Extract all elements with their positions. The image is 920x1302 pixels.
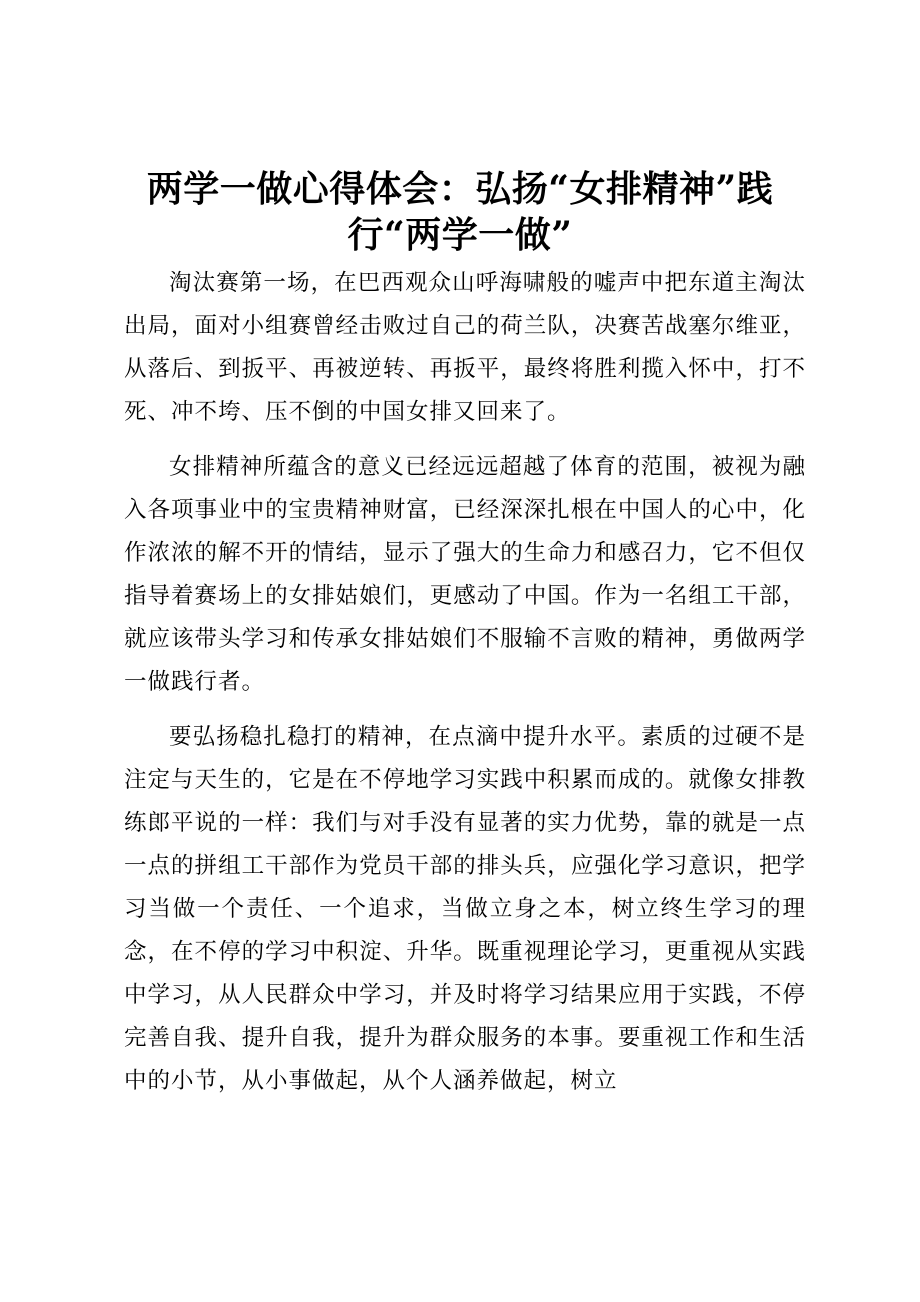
paragraph-2: 女排精神所蕴含的意义已经远远超越了体育的范围，被视为融入各项事业中的宝贵精神财富，已经深深扎根在中国人的心中，化作浓浓的解不开的情结，显示了强大的生命力和感召力，它不但仅指导着赛场上的女排姑娘们，更感动了中国。作为一名组工干部，就应该带头学习和传承女排姑娘们不服输不言败的精神，勇做两学一做践行者。 (124, 454, 806, 695)
document-title: 两学一做心得体会：弘扬“女排精神”践行“两学一做” (146, 168, 774, 256)
paragraph-3: 要弘扬稳扎稳打的精神，在点滴中提升水平。素质的过硬不是注定与天生的，它是在不停地学习实践中积累而成的。就像女排教练郎平说的一样：我们与对手没有显著的实力优势，靠的就是一点一点的拼组工干部作为党员干部的排头兵，应强化学习意识，把学习当做一个责任、一个追求，当做立身之本，树立终生学习的理念，在不停的学习中积淀、升华。既重视理论学习，更重视从实践中学习，从人民群众中学习，并及时将学习结果应用于实践，不停完善自我、提升自我，提升为群众服务的本事。要重视工作和生活中的小节，从小事做起，从个人涵养做起，树立 (124, 724, 806, 1094)
document-body (124, 262, 806, 1115)
paragraph-1: 淘汰赛第一场，在巴西观众山呼海啸般的嘘声中把东道主淘汰出局，面对小组赛曾经击败过自己的荷兰队，决赛苦战塞尔维亚，从落后、到扳平、再被逆转、再扳平，最终将胜利揽入怀中，打不死、冲不垮、压不倒的中国女排又回来了。 (124, 270, 806, 425)
